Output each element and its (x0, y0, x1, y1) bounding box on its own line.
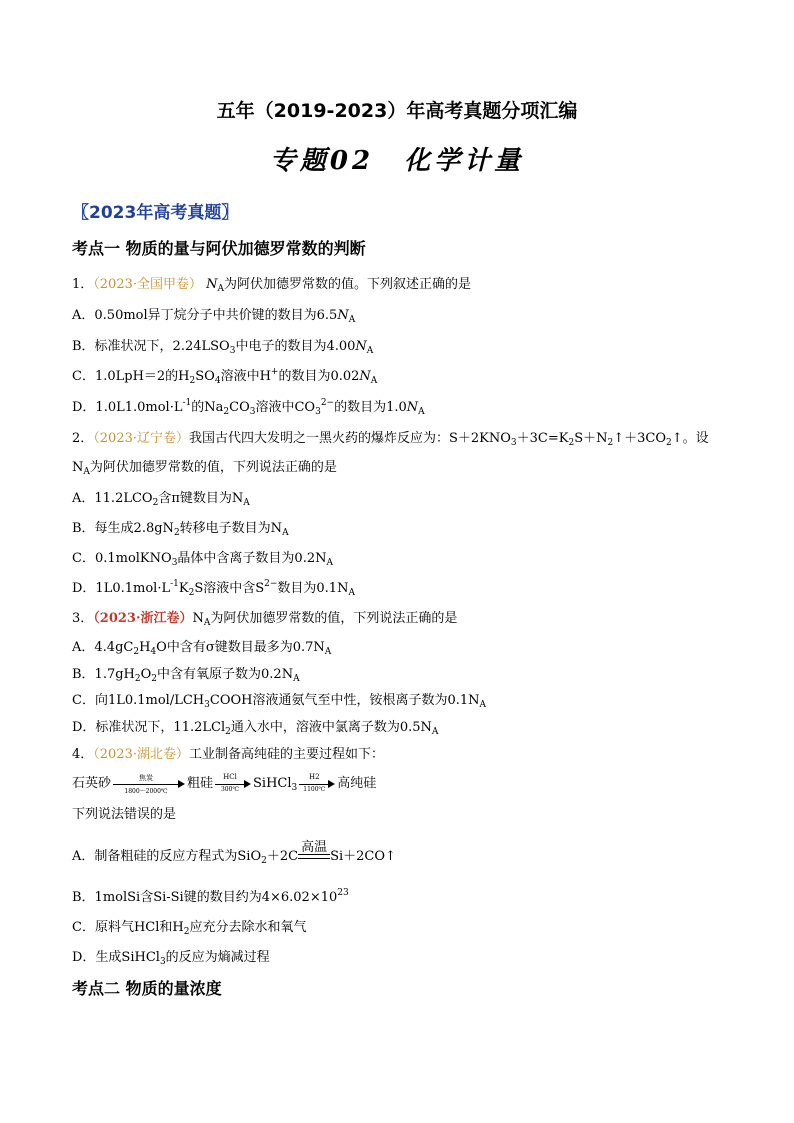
question-2-stem: 2．（2023·辽宁卷）我国古代四大发明之一黑火药的爆炸反应为：$S+2KNO_3+3C=K_2S+N_2↑+3CO_2↑$。设 (72, 431, 709, 448)
question-2-option-d: D．$1L0.1mol\cdot L^{-1}K_2S$溶液中含$S^{2-}$数目为$0.1N_A$ (72, 579, 355, 598)
kaodian-2-heading: 考点二 物质的量浓度 (72, 979, 222, 998)
question-4-option-c: C．原料气HCl和$H_2$应充分去除水和氧气 (72, 920, 307, 937)
question-1-option-c: C．1.0LpH＝2的$H_2SO_4$溶液中H+的数目为$0.02N_A$ (72, 367, 378, 386)
question-1-option-d: D．$1.0L1.0mol\cdot L^{-1}$的$Na_2CO_3$溶液中$CO_3^{2-}$的数目为$1.0N_A$ (72, 398, 425, 417)
question-4-option-b: B．1molSi含Si-Si键的数目约为$4\times 6.02\times 10^{23}$ (72, 888, 349, 905)
question-3-option-a: A．$4.4gC_2H_4O$中含有σ键数目最多为$0.7N_A$ (72, 640, 332, 657)
question-3-stem: 3．（2023·浙江卷）$N_A$为阿伏加德罗常数的值，下列说法正确的是 (72, 611, 458, 628)
question-2-option-b: B．每生成$2.8gN_2$转移电子数目为$N_A$ (72, 521, 289, 538)
question-3-option-c: C．向$1L0.1mol/LCH_3COOH$溶液通氨气至中性，铵根离子数为$0.1N_A$ (72, 693, 487, 710)
process-flow (72, 772, 377, 795)
question-4-ask: 下列说法错误的是 (72, 807, 177, 822)
flow-arrow-3: $\frac{H2}{1100℃}$ (299, 777, 335, 791)
question-3-option-b: B．$1.7gH_2O_2$中含有氧原子数为$0.2N_A$ (72, 667, 300, 684)
question-4-stem: 4．（2023·湖北卷）工业制备高纯硅的主要过程如下： (72, 747, 385, 762)
question-1-option-a: A．0.50mol异丁烷分子中共价键的数目为$6.5N_A$ (72, 308, 356, 325)
question-4-option-a: A．制备粗硅的反应方程式为SiO$_2$＋2C 高温 Si＋2CO↑ (72, 839, 396, 866)
kaodian-1-heading: 考点一 物质的量与阿伏加德罗常数的判断 (72, 239, 366, 258)
topic-title: 专题02 化学计量 (269, 146, 525, 176)
question-2-option-c: C．0.1molKNO$_3$晶体中含离子数目为$0.2N_A$ (72, 551, 333, 568)
flow-crude-silicon: 粗硅 (187, 776, 214, 791)
question-1-stem: 1．（2023·全国甲卷） $N_A$为阿伏加德罗常数的值。下列叙述正确的是 (72, 277, 472, 294)
document-title: 五年（2019-2023）年高考真题分项汇编 (216, 100, 578, 122)
question-3-option-d: D．标准状况下，11.2LCl$_2$通入水中，溶液中氯离子数为$0.5N_A$ (72, 720, 439, 737)
flow-sihcl3: SiHCl$_3$ (253, 776, 298, 793)
question-4-option-d: D．生成SiHCl$_3$的反应为熵减过程 (72, 950, 270, 967)
flow-arrow-1: 焦炭 1800～2000℃ (113, 777, 185, 791)
flow-quartz-sand: 石英砂 (72, 776, 112, 791)
flow-pure-silicon: 高纯硅 (337, 776, 377, 791)
question-2-stem-line2: $N_A$为阿伏加德罗常数的值，下列说法正确的是 (72, 460, 337, 477)
flow-arrow-2: HCl 300℃ (215, 777, 251, 791)
year-section-tag: 〖2023年高考真题〗 (72, 203, 239, 223)
question-2-option-a: A．$11.2LCO_2$含π键数目为$N_A$ (72, 491, 250, 508)
question-1-option-b: B．标准状况下，$2.24LSO_3$中电子的数目为$4.00N_A$ (72, 339, 374, 356)
